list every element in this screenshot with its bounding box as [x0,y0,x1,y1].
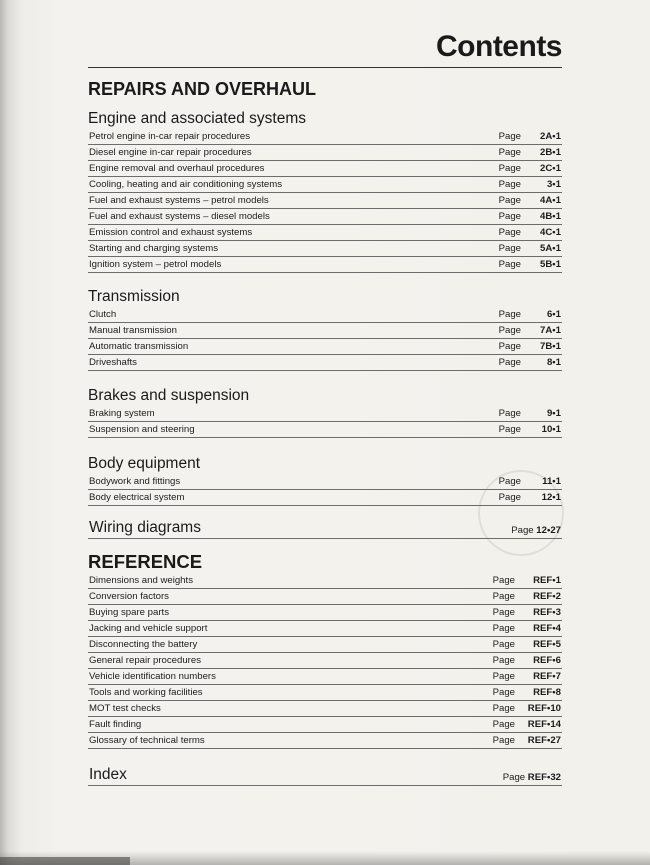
entry-label: Fuel and exhaust systems – petrol models [89,195,269,206]
entry-label: Driveshafts [89,357,137,368]
entry-page-ref [499,355,561,370]
entry-page-ref [499,129,561,144]
entry-page-ref [499,406,561,421]
page-word: Page [492,639,515,650]
group-heading: Engine and associated systems [88,110,306,127]
entry-label: Ignition system – petrol models [89,259,222,270]
toc-row-wiring-diagrams[interactable] [88,516,562,539]
entry-page-ref [493,589,561,604]
entry-page-ref [493,669,561,684]
entry-label: Manual transmission [89,325,177,336]
toc-row[interactable] [88,669,562,685]
entry-label: Emission control and exhaust systems [89,227,253,238]
page-number: REF•4 [533,623,561,634]
page-word: Page [498,163,521,174]
entry-page-ref [499,225,561,240]
entry-page-ref [493,685,561,700]
toc-row[interactable] [88,406,562,422]
toc-row[interactable] [88,209,562,225]
entry-page-ref [499,177,561,192]
page-number: 12•27 [536,525,561,536]
entry-page-ref [493,701,561,716]
page-word: Page [492,607,515,618]
page-number: 5B•1 [540,259,561,270]
page-number: REF•6 [533,655,561,666]
entry-page-ref [499,161,561,176]
entry-page-ref [499,257,561,272]
entry-label: Jacking and vehicle support [89,623,208,634]
entry-page-ref [499,490,561,505]
page-word: Page [492,575,515,586]
page-number: 6•1 [546,309,561,320]
page-title: Contents [436,30,562,63]
toc-row[interactable] [88,573,562,589]
page-number: 7A•1 [540,325,561,336]
page-word: Page [498,357,521,368]
toc-row[interactable] [88,355,562,371]
entry-page-ref [499,209,561,224]
entry-label: Clutch [89,309,117,320]
entry-label: Buying spare parts [89,607,169,618]
entry-page-ref [499,145,561,160]
entry-label: Suspension and steering [89,424,195,435]
entry-label: Bodywork and fittings [89,476,181,487]
toc-row[interactable] [88,129,562,145]
entry-page-ref [493,621,561,636]
page-word: Page [492,655,515,666]
entry-page-ref [499,323,561,338]
toc-row[interactable] [88,637,562,653]
page-word: Page [492,591,515,602]
page-number: 3•1 [546,179,561,190]
page-number: 2C•1 [540,163,561,174]
entry-page-ref [499,241,561,256]
toc-row[interactable] [88,161,562,177]
page-number: 2B•1 [540,147,561,158]
entry-label: Automatic transmission [89,341,189,352]
toc-row[interactable] [88,422,562,438]
group-heading: Body equipment [88,455,201,472]
entry-page-ref [499,307,561,322]
page-word: Page [511,525,534,536]
group-rows [88,406,562,438]
page-number: 4C•1 [540,227,561,238]
page-number: REF•3 [533,607,561,618]
page-number: REF•10 [527,703,561,714]
entry-label: Cooling, heating and air conditioning systems [89,179,283,190]
entry-label: Engine removal and overhaul procedures [89,163,265,174]
entry-label: MOT test checks [89,703,161,714]
toc-row[interactable] [88,605,562,621]
page-word: Page [498,243,521,254]
page-word: Page [492,623,515,634]
toc-row[interactable] [88,474,562,490]
entry-label: Tools and working facilities [89,687,203,698]
section-heading-repairs: REPAIRS AND OVERHAUL [88,79,317,99]
toc-row[interactable] [88,177,562,193]
entry-page-ref [499,422,561,437]
entry-label: Diesel engine in-car repair procedures [89,147,252,158]
toc-row[interactable] [88,701,562,717]
page-word: Page [492,687,515,698]
entry-label: Glossary of technical terms [89,735,205,746]
page-number: REF•5 [533,639,561,650]
entry-page-ref [499,474,561,489]
page-word: Page [498,325,521,336]
entry-label: Dimensions and weights [89,575,193,586]
page-number: 2A•1 [540,131,561,142]
group-brakes [88,386,562,438]
toc-row[interactable] [88,241,562,257]
toc-row[interactable] [88,589,562,605]
page-number: 4B•1 [540,211,561,222]
page-word: Page [498,476,521,487]
entry-page-ref [493,653,561,668]
toc-row[interactable] [88,621,562,637]
toc-row[interactable] [88,193,562,209]
group-body [88,454,562,506]
page-number: 7B•1 [540,341,561,352]
toc-row[interactable] [88,323,562,339]
section-heading-reference: REFERENCE [88,551,203,572]
entry-label: Fuel and exhaust systems – diesel models [89,211,270,222]
entry-label: Starting and charging systems [89,243,219,254]
page-word: Page [498,309,521,320]
entry-page-ref [499,339,561,354]
page-word: Page [498,179,521,190]
group-rows [88,474,562,506]
page-word: Page [498,227,521,238]
toc-row[interactable] [88,490,562,506]
title-rule [88,67,562,68]
page-number: REF•2 [533,591,561,602]
page-word: Page [498,195,521,206]
entry-page-ref [503,770,561,785]
entry-page-ref [493,637,561,652]
page-number: REF•1 [533,575,561,586]
page-word: Page [498,424,521,435]
page-number: REF•27 [527,735,561,746]
page-word: Page [498,341,521,352]
binding-edge [0,857,130,865]
entry-label: Petrol engine in-car repair procedures [89,131,251,142]
toc-row[interactable] [88,257,562,273]
page-word: Page [498,259,521,270]
toc-row[interactable] [88,145,562,161]
page-number: 12•1 [541,492,561,503]
group-heading: Brakes and suspension [88,387,250,404]
entry-page-ref [511,523,561,538]
entry-page-ref [493,605,561,620]
page-word: Page [498,492,521,503]
reference-rows [88,573,562,749]
page-number: REF•14 [527,719,561,730]
group-rows [88,307,562,371]
contents-body [88,76,562,786]
page-number: 9•1 [546,408,561,419]
entry-label: Braking system [89,408,155,419]
group-transmission [88,287,562,371]
page-number: 10•1 [541,424,561,435]
page-word: Page [492,671,515,682]
toc-row[interactable] [88,685,562,701]
entry-label: Fault finding [89,719,142,730]
entry-label: General repair procedures [89,655,201,666]
page-word: Page [502,772,526,783]
page-word: Page [492,735,515,746]
entry-label: Index [89,766,127,783]
toc-row-index[interactable] [88,763,562,786]
group-engine [88,109,562,273]
entry-label: Body electrical system [89,492,185,503]
page-word: Page [492,703,515,714]
toc-row[interactable] [88,733,562,749]
entry-page-ref [493,733,561,748]
page-number: 5A•1 [540,243,561,254]
page-word: Page [498,147,521,158]
page-number: 11•1 [542,476,561,487]
toc-row[interactable] [88,653,562,669]
page-word: Page [498,408,521,419]
entry-label: Wiring diagrams [89,519,201,536]
entry-label: Disconnecting the battery [89,639,198,650]
page-word: Page [492,719,515,730]
group-rows [88,129,562,273]
page-number: 8•1 [546,357,561,368]
entry-label: Vehicle identification numbers [89,671,216,682]
entry-label: Conversion factors [89,591,169,602]
toc-row[interactable] [88,339,562,355]
page-number: REF•8 [533,687,561,698]
group-heading: Transmission [88,288,180,305]
entry-page-ref [493,717,561,732]
toc-row[interactable] [88,307,562,323]
page-number: REF•32 [527,772,561,783]
page-number: REF•7 [533,671,561,682]
page-word: Page [498,211,521,222]
page-number: 4A•1 [540,195,561,206]
page-word: Page [498,131,521,142]
toc-row[interactable] [88,717,562,733]
entry-page-ref [499,193,561,208]
entry-page-ref [493,573,561,588]
toc-row[interactable] [88,225,562,241]
